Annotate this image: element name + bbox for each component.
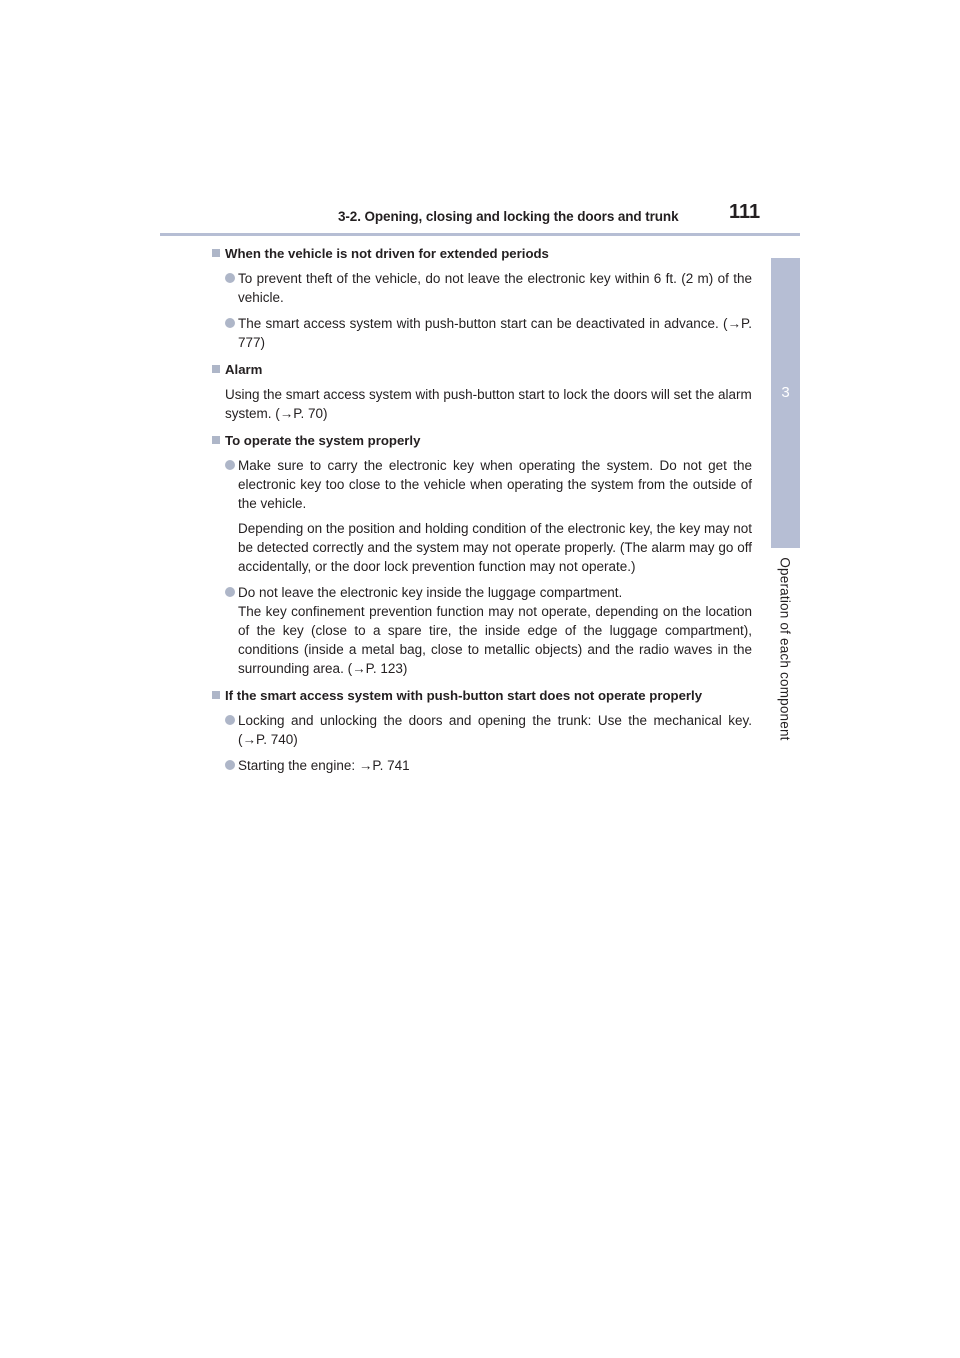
page-content [212,244,752,783]
square-bullet-icon [212,249,220,257]
chapter-number: 3 [781,384,790,401]
section-operate-properly [212,431,752,678]
list-item-detail: The key confinement prevention function may not operate, depending on the location of the key (close to a spare tire, the inside edge of the luggage compartment), conditions (inside a metal bag, close to metallic objects) and the radio waves in the surrounding area. (→P. 123) [238,604,752,676]
section-heading [212,686,752,705]
circle-bullet-icon [225,273,235,283]
square-bullet-icon [212,436,220,444]
section-not-operating [212,686,752,775]
list-item-text: To prevent theft of the vehicle, do not leave the electronic key within 6 ft. (2 m) of the vehicle. [238,271,752,305]
circle-bullet-icon [225,460,235,470]
list-item-text: Starting the engine: →P. 741 [238,758,410,773]
circle-bullet-icon [225,715,235,725]
header-divider [160,233,800,236]
list-item [212,583,752,678]
page-number: 111 [729,201,761,223]
square-bullet-icon [212,365,220,373]
list-item-text: The smart access system with push-button start can be deactivated in advance. (→P. 777) [238,316,752,350]
list-item-text: Locking and unlocking the doors and opening the trunk: Use the mechanical key. (→P. 740) [238,713,752,747]
section-heading-text: If the smart access system with push-button start does not operate properly [225,688,703,703]
circle-bullet-icon [225,318,235,328]
section-extended-periods [212,244,752,352]
section-title: 3-2. Opening, closing and locking the doors and trunk [338,209,679,224]
chapter-tab [771,258,800,548]
section-heading [212,360,752,379]
section-heading-text: To operate the system properly [225,433,421,448]
section-heading-text: Alarm [225,362,263,377]
section-heading [212,244,752,263]
list-item [212,456,752,576]
section-body-text: Using the smart access system with push-button start to lock the doors will set the alarm system. (→P. 70) [225,387,752,421]
section-heading [212,431,752,450]
section-heading-text: When the vehicle is not driven for extended periods [225,246,549,261]
list-item [212,756,752,775]
list-item [212,269,752,307]
square-bullet-icon [212,691,220,699]
list-item-text: Make sure to carry the electronic key when operating the system. Do not get the electronic key too close to the vehicle when operating the system from the outside of the vehicle. [238,458,752,511]
list-item-text: Do not leave the electronic key inside the luggage compartment. [238,585,623,600]
chapter-title: Operation of each component [777,557,793,741]
circle-bullet-icon [225,587,235,597]
section-alarm [212,360,752,423]
list-item-note: Depending on the position and holding condition of the electronic key, the key may not be detected correctly and the system may not operate properly. (The alarm may go off accidentally, or the door lock prevention function may not operate.) [238,521,752,574]
list-item [212,711,752,749]
circle-bullet-icon [225,760,235,770]
list-item [212,314,752,352]
